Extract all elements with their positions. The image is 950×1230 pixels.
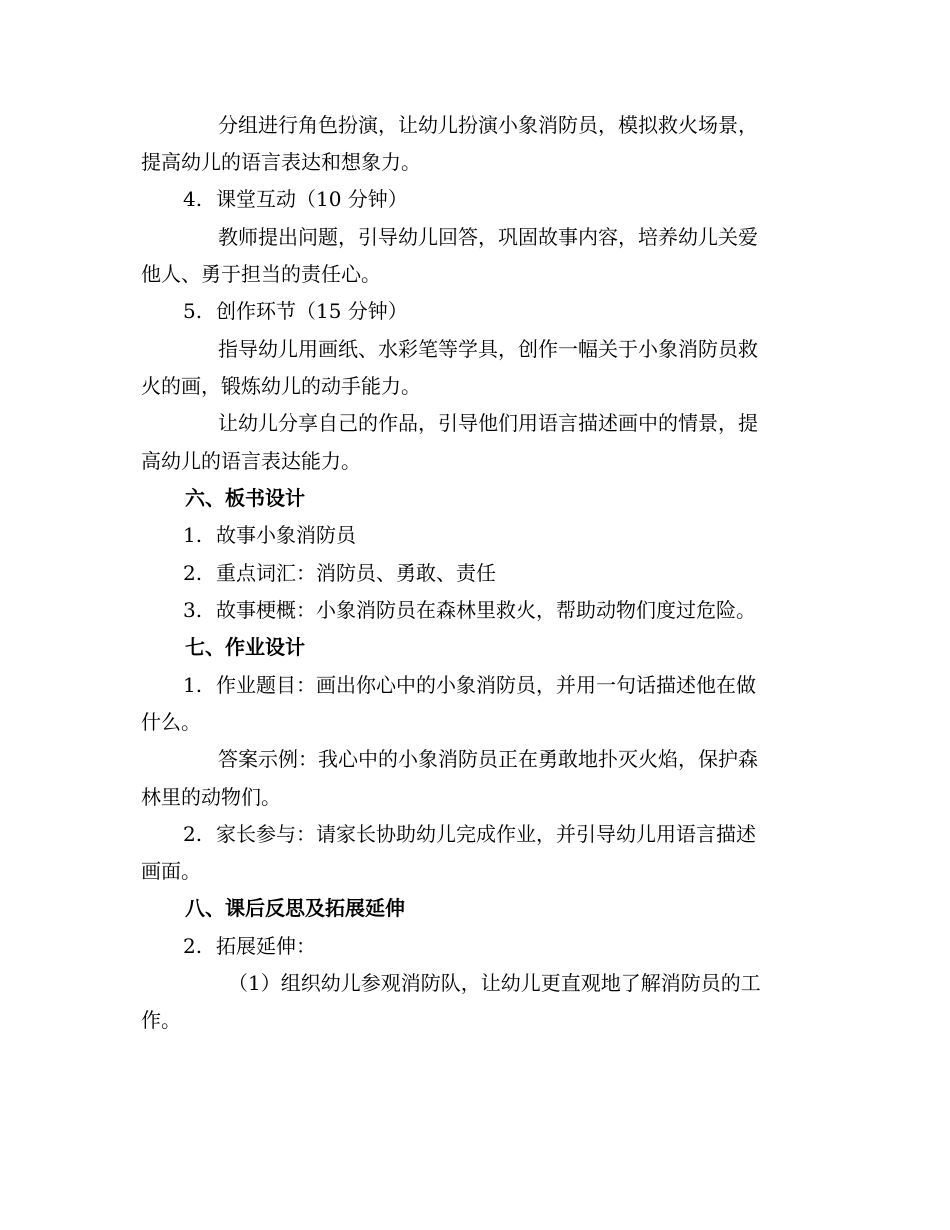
list-item-4 <box>183 185 805 213</box>
paragraph-line: 什么。 <box>141 710 201 734</box>
list-item <box>183 820 805 848</box>
paragraph-line: 提高幼儿的语言表达和想象力。 <box>141 150 421 174</box>
paragraph-line: 分组进行角色扮演，让幼儿扮演小象消防员，模拟救火场景， <box>218 113 758 137</box>
list-item-text: 作业题目：画出你心中的小象消防员，并用一句话描述他在做 <box>216 673 756 697</box>
section-heading-7: 七、作业设计 <box>185 635 305 659</box>
list-item-text: 家长参与：请家长协助幼儿完成作业，并引导幼儿用语言描述 <box>216 822 756 846</box>
section-heading-6: 六、板书设计 <box>185 486 305 510</box>
list-item <box>183 559 805 587</box>
list-item-text: 故事梗概：小象消防员在森林里救火，帮助动物们度过危险。 <box>216 598 756 622</box>
list-item-text: 重点词汇：消防员、勇敢、责任 <box>216 561 496 585</box>
paragraph-line: 教师提出问题，引导幼儿回答，巩固故事内容，培养幼儿关爱 <box>218 225 758 249</box>
list-item <box>183 932 805 960</box>
paragraph-line: 画面。 <box>141 859 201 883</box>
list-number: 2. <box>183 561 203 585</box>
paragraph-line: 高幼儿的语言表达能力。 <box>141 449 361 473</box>
paragraph-line: 作。 <box>141 1008 181 1032</box>
list-number: 3. <box>183 598 203 622</box>
list-number: 2. <box>183 822 203 846</box>
list-item-title: 课堂互动（10 分钟） <box>216 187 408 211</box>
list-item <box>183 596 805 624</box>
list-number: 1. <box>183 523 203 547</box>
paragraph-line: （1）组织幼儿参观消防队，让幼儿更直观地了解消防员的工 <box>228 971 761 995</box>
paragraph-line: 让幼儿分享自己的作品，引导他们用语言描述画中的情景，提 <box>218 411 758 435</box>
paragraph-line: 火的画，锻炼幼儿的动手能力。 <box>141 374 421 398</box>
list-item-text: 故事小象消防员 <box>216 523 356 547</box>
list-item-5 <box>183 297 805 325</box>
section-heading-8: 八、课后反思及拓展延伸 <box>185 896 405 920</box>
paragraph-line: 他人、勇于担当的责任心。 <box>141 262 381 286</box>
paragraph-line: 林里的动物们。 <box>141 785 281 809</box>
list-number: 1. <box>183 673 203 697</box>
list-item-title: 创作环节（15 分钟） <box>216 299 408 323</box>
list-number: 5. <box>183 299 203 323</box>
paragraph-line: 指导幼儿用画纸、水彩笔等学具，创作一幅关于小象消防员救 <box>218 337 758 361</box>
list-number: 4. <box>183 187 203 211</box>
paragraph-line: 答案示例：我心中的小象消防员正在勇敢地扑灭火焰，保护森 <box>218 747 758 771</box>
list-item <box>183 671 805 699</box>
list-number: 2. <box>183 934 203 958</box>
list-item-title: 拓展延伸： <box>216 934 316 958</box>
list-item <box>183 521 805 549</box>
